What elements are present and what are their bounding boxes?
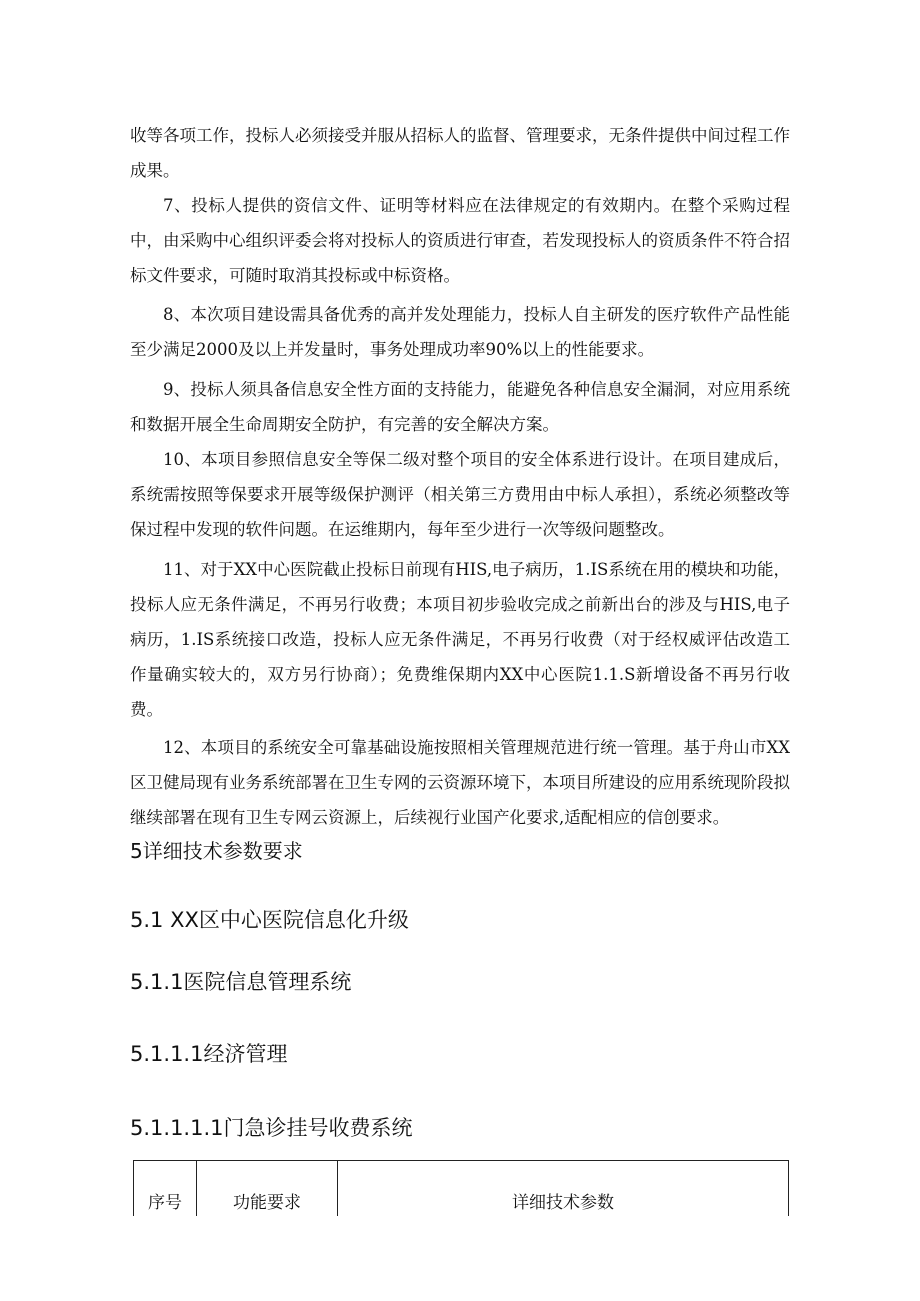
paragraph-9: 9、投标人须具备信息安全性方面的支持能力，能避免各种信息安全漏洞，对应用系统和数据开展全生命周期安全防护，有完善的安全解决方案。 <box>130 380 790 434</box>
paragraph-11: 11、对于XX中心医院截止投标日前现有HIS,电子病历，1.IS系统在用的模块和功能，投标人应无条件满足，不再另行收费；本项目初步验收完成之前新出台的涉及与HIS,电子病历，1.IS系统接口改造，投标人应无条件满足，不再另行收费（对于经权威评估改造工作量确实较大的，双方另行协商）；免费维保期内XX中心医院1.1.S新增设备不再另行收费。 <box>130 560 790 719</box>
paragraph-12: 12、本项目的系统安全可靠基础设施按照相关管理规范进行统一管理。基于舟山市XX区卫健局现有业务系统部署在卫生专网的云资源环境下，本项目所建设的应用系统现阶段拟继续部署在现有卫生专网云资源上，后续视行业国产化要求,适配相应的信创要求。 <box>130 738 790 827</box>
header-index: 序号 <box>134 1161 197 1217</box>
section-heading-5-1-1: 5.1.1医院信息管理系统 <box>130 970 352 994</box>
paragraph-7: 7、投标人提供的资信文件、证明等材料应在法律规定的有效期内。在整个采购过程中，由采购中心组织评委会将对投标人的资质进行审查，若发现投标人的资质条件不符合招标文件要求，可随时取消其投标或中标资格。 <box>130 196 790 285</box>
paragraph-8: 8、本次项目建设需具备优秀的高并发处理能力，投标人自主研发的医疗软件产品性能至少满足2000及以上并发量时，事务处理成功率90%以上的性能要求。 <box>130 305 790 359</box>
paragraph-10: 10、本项目参照信息安全等保二级对整个项目的安全体系进行设计。在项目建成后，系统需按照等保要求开展等级保护测评（相关第三方费用由中标人承担），系统必须整改等保过程中发现的软件问题。在运维期内，每年至少进行一次等级问题整改。 <box>130 450 790 539</box>
section-heading-5-1: 5.1 XX区中心医院信息化升级 <box>130 908 409 932</box>
section-heading-5-1-1-1: 5.1.1.1经济管理 <box>130 1042 288 1066</box>
paragraph-continuation: 收等各项工作，投标人必须接受并服从招标人的监督、管理要求，无条件提供中间过程工作成果。 <box>130 126 790 180</box>
section-heading-5-1-1-1-1: 5.1.1.1.1门急诊挂号收费系统 <box>130 1116 413 1140</box>
header-details: 详细技术参数 <box>338 1161 789 1217</box>
spec-table <box>133 1160 789 1216</box>
section-heading-5: 5详细技术参数要求 <box>130 839 303 863</box>
header-function: 功能要求 <box>197 1161 338 1217</box>
table-header-row <box>134 1161 789 1217</box>
